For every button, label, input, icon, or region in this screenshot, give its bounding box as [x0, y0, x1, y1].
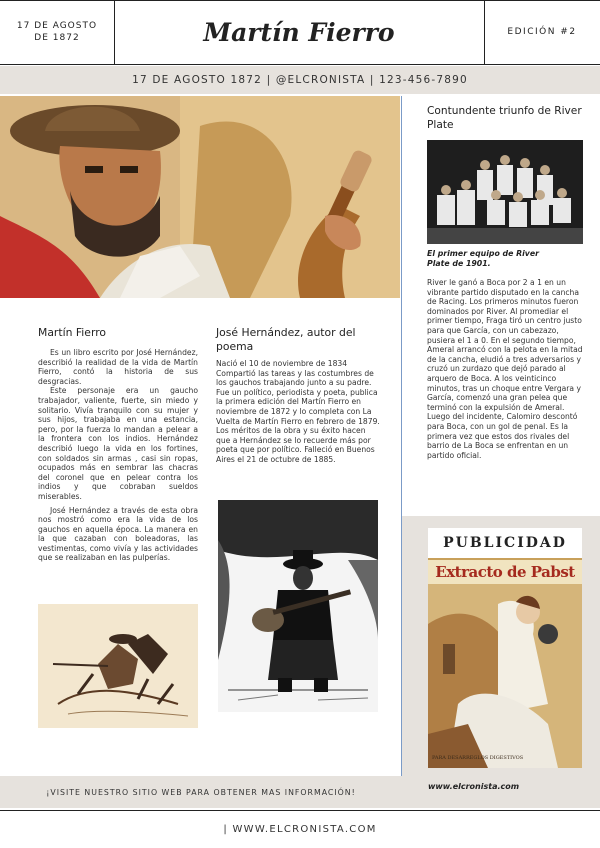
- masthead-title: Martín Fierro: [203, 17, 395, 47]
- col1-heading: Martín Fierro: [38, 326, 107, 339]
- photo-caption: El primer equipo de River Plate de 1901.: [427, 249, 540, 268]
- contact-band: 17 DE AGOSTO 1872 | @ELCRONISTA | 123-456-7890: [0, 66, 600, 94]
- col3-text: River le ganó a Boca por 2 a 1 en un vibrante partido disputado en la cancha de Racing. Los primeros minutos fueron dominados por River. Al promediar el primer tiempo, Fraga tiró un centro justo para que García, con un cabezazo, pusiera el 1 a 0. En el segundo tiempo, Ameral arrancó con la pelota en la mitad de la cancha, eludió a tres adversarios y cruzó un zurdazo que dejó parado al arquero de Boca. A los veinticinco minutos, tras un choque entre Vergara y García, comenzó una gran pelea que terminó con la expulsión de Ameral. Luego del incidente, Calomiro descontó para Boca, con un gol de penal. Es la primera vez que estos dos rivales del barrio de La Boca se enfrentan en un partido oficial.: [427, 278, 583, 460]
- hero-illustration: [0, 96, 400, 298]
- col2-heading: José Hernández, autor del poema: [216, 326, 356, 353]
- col1-text: Es un libro escrito por José Hernández, describió la realidad de la vida de Martín Fierro, contó la historia de sus desgracias. Este personaje era un gaucho trabajador, valiente, fuerte, sin miedo y solitario. Vivía tranquilo con su mujer y sus hijos, trabajaba en una estancia, pero, por la fuerza lo mandan a pelear a la frontera con los indios. Hernández describió luego la vida en los fortines, con soldados sin armas , casi sin ropas, ocupados más en sembrar las chacras del coronel que en pelear contra los indios y que cobraban sueldos miserables. José Hernández a través de esta obra nos mostró como era la vida de los gauchos en aquella época. La manera en la que cazaban con boleadoras, las vestimentas, como vivía y las actividades que se realizaban en las pulperías.: [38, 348, 198, 563]
- ad-url-link[interactable]: www.elcronista.com: [428, 782, 520, 791]
- col2-text: Nació el 10 de noviembre de 1834 Compartió las tareas y las costumbres de los gauchos trabajando junto a su padre. Fue un político, periodista y poeta, publica la primera edición del Martín Fierro en noviembre de 1872 y lo completa con La Vuelta de Martín Fierro en febrero de 1879. Los méritos de la obra y su éxito hacen que a Hernández se lo recuerde más por poeta que por político. Falleció en Buenos Aires el 21 de octubre de 1885.: [216, 359, 380, 464]
- edition-label: EDICIÓN #2: [507, 27, 577, 37]
- col3-heading: Contundente triunfo de River Plate: [427, 105, 582, 131]
- ad-title: PUBLICIDAD: [428, 528, 582, 558]
- ad-poster: [428, 528, 582, 768]
- hernandez-gaucho-engraving: [218, 500, 378, 712]
- gaucho-fight-drawing: [38, 604, 198, 728]
- river-plate-photo: [427, 140, 583, 244]
- footer-url-link[interactable]: | WWW.ELCRONISTA.COM: [223, 823, 377, 835]
- footer-cta: ¡VISITE NUESTRO SITIO WEB PARA OBTENER MAS INFORMACIÓN!: [0, 776, 402, 808]
- ad-brand: Extracto de Pabst: [428, 560, 582, 584]
- issue-date: 17 DE AGOSTO DE 1872: [16, 21, 98, 43]
- ad-fineprint: PARA DESARREGLOS DIGESTIVOS: [432, 755, 524, 761]
- footer-rule: [0, 810, 600, 811]
